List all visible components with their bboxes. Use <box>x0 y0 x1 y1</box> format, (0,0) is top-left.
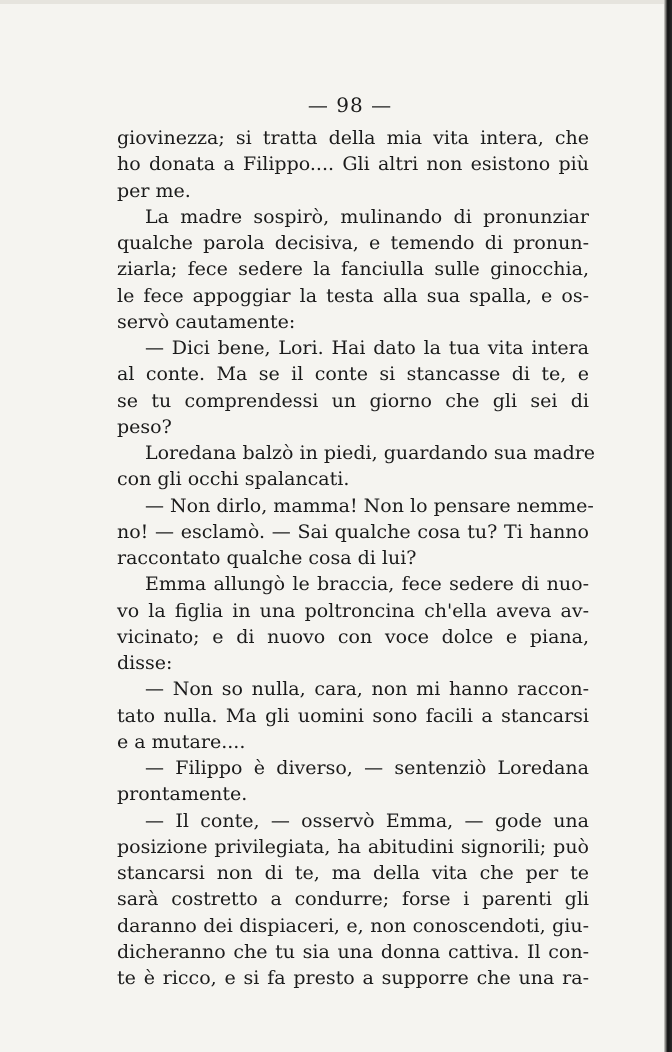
text-line: peso? <box>117 415 172 438</box>
text-line: te è ricco, e si fa presto a supporre che una ra- <box>117 967 589 989</box>
text-line: Loredana balzò in piedi, guardando sua madre <box>145 442 596 464</box>
text-line: ziarla; fece sedere la fanciulla sulle ginocchia, <box>117 258 589 281</box>
text-line: tato nulla. Ma gli uomini sono facili a stancarsi <box>117 704 589 727</box>
text-line: le fece appoggiar la testa alla sua spalla, e os- <box>117 284 589 307</box>
text-line: e a mutare.... <box>117 730 246 753</box>
text-line: stancarsi non di te, ma della vita che per te <box>117 862 589 884</box>
text-line: ho donata a Filippo.... Gli altri non esistono più <box>117 153 589 176</box>
page-top-edge <box>0 0 672 4</box>
text-line: — Non so nulla, cara, non mi hanno raccon- <box>145 678 589 701</box>
body-text <box>117 125 596 991</box>
text-line: — Filippo è diverso, — sentenziò Loredana <box>145 757 589 779</box>
text-line: al conte. Ma se il conte si stancasse di te, e <box>117 363 589 386</box>
text-line: con gli occhi spalancati. <box>117 468 350 491</box>
page-number: — 98 — <box>307 93 393 117</box>
text-line: Emma allungò le braccia, fece sedere di nuo- <box>145 573 589 596</box>
text-line: posizione privilegiata, ha abitudini signorili; può <box>117 835 589 858</box>
text-line: vicinato; e di nuovo con voce dolce e piana, <box>117 625 589 648</box>
text-line: raccontato qualche cosa di lui? <box>117 547 417 569</box>
text-line: dicheranno che tu sia una donna cattiva. Il con- <box>117 940 589 963</box>
text-line: qualche parola decisiva, e temendo di pronun- <box>117 232 589 254</box>
text-line: — Dici bene, Lori. Hai dato la tua vita intera <box>145 337 589 359</box>
text-line: vo la figlia in una poltroncina ch'ella aveva av- <box>117 599 589 622</box>
text-line: daranno dei dispiaceri, e, non conoscendoti, giu- <box>117 914 589 937</box>
text-line: prontamente. <box>117 783 248 806</box>
text-line: servò cautamente: <box>117 310 296 333</box>
text-line: no! — esclamò. — Sai qualche cosa tu? Ti hanno <box>117 520 589 543</box>
text-line: giovinezza; si tratta della mia vita intera, che <box>117 127 589 149</box>
text-line: — Non dirlo, mamma! Non lo pensare nemme- <box>145 494 594 517</box>
text-line: — Il conte, — osservò Emma, — gode una <box>145 809 589 832</box>
text-line: La madre sospirò, mulinando di pronunziar <box>145 205 589 228</box>
page-binding-edge <box>664 0 672 1052</box>
text-line: sarà costretto a condurre; forse i parenti gli <box>117 888 589 911</box>
text-line: disse: <box>117 652 173 674</box>
text-line: per me. <box>117 179 191 202</box>
text-line: se tu comprendessi un giorno che gli sei di <box>117 389 589 412</box>
